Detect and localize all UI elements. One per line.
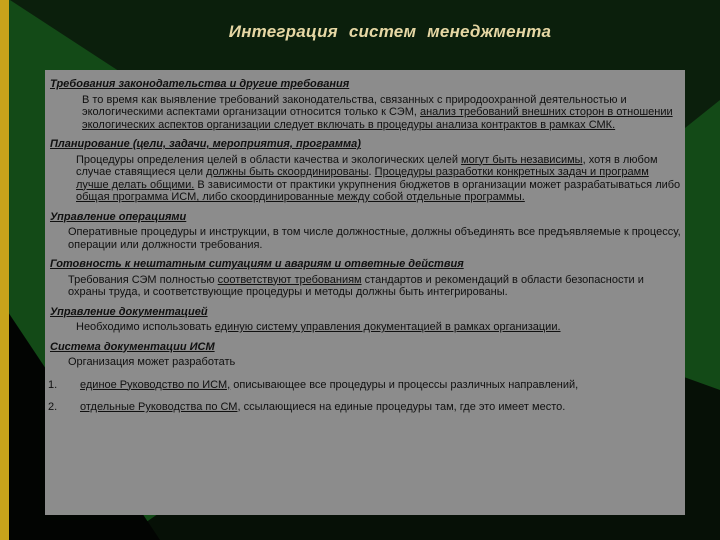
body-text: описывающее все процедуры и процессы различных направлений, <box>230 378 579 391</box>
body-text: Требования СЭМ полностью <box>68 273 218 286</box>
body-text: Оперативные процедуры и инструкции, в том числе должностные, должны объединять все предъявляемые к процессу, операции или должности требования. <box>68 226 681 251</box>
slide-title: Интеграция систем менеджмента <box>228 22 552 41</box>
section-body-planning <box>48 154 684 204</box>
list-item-number: 1. <box>48 378 58 391</box>
list-item <box>48 401 684 414</box>
underlined-text: анализ требований внешних сторон в отношении экологических аспектов организации следует включать в процедуры анализа контрактов в рамках СМК. <box>82 106 673 131</box>
body-text: . <box>368 166 375 178</box>
list-item <box>48 379 684 392</box>
underlined-text: общая программа ИСМ, либо скоординированные между собой отдельные программы. <box>76 191 525 203</box>
section-body-operations <box>48 226 684 251</box>
section-heading-documentation: Управление документацией <box>50 305 208 318</box>
body-text: стандартов и рекомендаций в области безопасности и охраны труда, и соответствующие процедуры и методы должны быть интегрированы. <box>68 273 644 298</box>
underlined-text: должны быть скоординированы <box>206 166 369 178</box>
section-body-ims-docs <box>48 356 684 369</box>
underlined-text: Процедуры разработки конкретных задач и программ лучше делать общими. <box>76 166 649 191</box>
section-heading-emergency: Готовность к нештатным ситуациям и авариям и ответные действия <box>50 258 464 270</box>
section-body-documentation <box>48 321 684 334</box>
section-heading-ims-docs: Система документации ИСМ <box>50 340 215 353</box>
underlined-text: могут быть независимы <box>461 153 583 166</box>
list-item-text <box>80 401 684 414</box>
underlined-text: соответствуют требованиям <box>217 273 362 286</box>
body-text: , ссылающиеся на единые процедуры там, где это имеет место. <box>237 401 566 413</box>
body-text: , хотя в любом случае ставящиеся цели <box>76 153 658 178</box>
body-text: В зависимости от практики укрупнения бюджетов в организации может разрабатываться либо <box>194 178 681 191</box>
section-heading-legislation: Требования законодательства и другие требования <box>50 78 350 90</box>
body-text: Организация может разработать <box>68 356 236 368</box>
section-body-emergency <box>48 274 684 299</box>
underlined-text: единую систему управления документацией в рамках организации. <box>214 321 561 333</box>
section-body-legislation <box>48 94 684 132</box>
content-area <box>48 78 684 414</box>
list-item-text <box>80 379 684 392</box>
body-text: Необходимо использовать <box>76 321 215 333</box>
underlined-text: отдельные Руководства по СМ <box>80 401 238 413</box>
body-text: В то время как выявление требований законодательства, связанных с природоохранной деятельностью и экологическими аспектами организации относится только к СЭМ, <box>82 93 627 118</box>
underlined-text: единое Руководство по ИСМ, <box>80 378 231 391</box>
list-item-number: 2. <box>48 401 58 413</box>
section-heading-operations: Управление операциями <box>50 210 187 223</box>
body-text: Процедуры определения целей в области качества и экологических целей <box>76 153 462 166</box>
section-heading-planning: Планирование (цели, задачи, мероприятия, программа) <box>50 138 361 150</box>
accent-bar-yellow <box>0 0 9 540</box>
